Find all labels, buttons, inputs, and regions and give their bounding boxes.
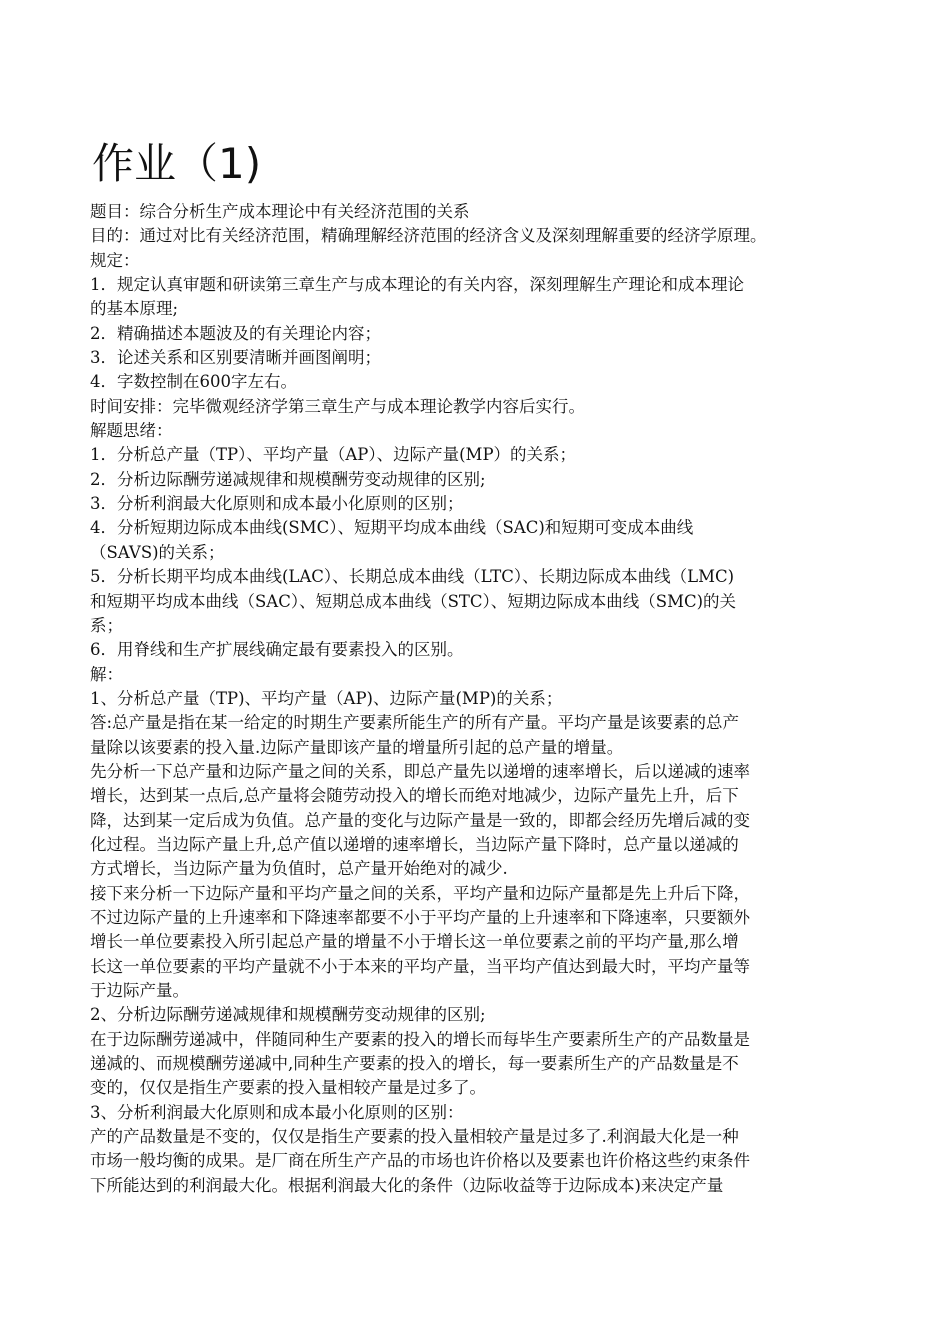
- text-line: 不过边际产量的上升速率和下降速率都要不小于平均产量的上升速率和下降速率，只要额外: [90, 907, 750, 927]
- text-line: 4．分析短期边际成本曲线(SMC）、短期平均成本曲线（SAC)和短期可变成本曲线: [90, 518, 694, 538]
- text-line: 时间安排：完毕微观经济学第三章生产与成本理论教学内容后实行。: [90, 396, 585, 416]
- text-line: 变的，仅仅是指生产要素的投入量相较产量是过多了。: [90, 1078, 486, 1098]
- text-line: 答:总产量是指在某一给定的时期生产要素所能生产的所有产量。平均产量是该要素的总产: [90, 713, 740, 733]
- text-line: 3．分析利润最大化原则和成本最小化原则的区别；: [90, 494, 464, 514]
- text-line: 4．字数控制在600字左右。: [90, 372, 297, 392]
- text-line: 市场一般均衡的成果。是厂商在所生产产品的市场也许价格以及要素也许价格这些约束条件: [90, 1151, 750, 1171]
- text-line: 5．分析长期平均成本曲线(LAC）、长期总成本曲线（LTC）、长期边际成本曲线（LMC): [90, 567, 735, 587]
- text-line: 产的产品数量是不变的，仅仅是指生产要素的投入量相较产量是过多了.利润最大化是一种: [90, 1127, 739, 1147]
- text-line: 解题思绪：: [90, 421, 173, 441]
- text-line: 解：: [90, 664, 123, 684]
- text-line: 下所能达到的利润最大化。根据利润最大化的条件（边际收益等于边际成本)来决定产量: [90, 1175, 724, 1195]
- text-line: 1、分析总产量（TP)、平均产量（AP)、边际产量(MP)的关系；: [90, 688, 563, 708]
- text-line: 方式增长，当边际产量为负值时，总产量开始绝对的减少.: [90, 859, 508, 879]
- text-line: 降，达到某一定后成为负值。总产量的变化与边际产量是一致的，即都会经历先增后减的变: [90, 810, 750, 830]
- text-line: 2．精确描述本题波及的有关理论内容；: [90, 323, 381, 343]
- text-line: （SAVS)的关系；: [90, 542, 225, 562]
- text-line: 1．规定认真审题和研读第三章生产与成本理论的有关内容，深刻理解生产理论和成本理论: [90, 275, 744, 295]
- text-line: 递减的、而规模酬劳递减中,同种生产要素的投入的增长，每一要素所生产的产品数量是不: [90, 1054, 739, 1074]
- text-line: 系；: [90, 615, 123, 635]
- text-line: 在于边际酬劳递减中，伴随同种生产要素的投入的增长而每毕生产要素所生产的产品数量是: [90, 1029, 750, 1049]
- text-line: 量除以该要素的投入量.边际产量即该产量的增量所引起的总产量的增量。: [90, 737, 624, 757]
- text-line: 接下来分析一下边际产量和平均产量之间的关系，平均产量和边际产量都是先上升后下降，: [90, 883, 750, 903]
- text-line: 增长一单位要素投入所引起总产量的增量不小于增长这一单位要素之前的平均产量,那么增: [90, 932, 739, 952]
- text-line: 化过程。当边际产量上升,总产值以递增的速率增长，当边际产量下降时，总产量以递减的: [90, 834, 739, 854]
- text-line: 规定：: [90, 250, 140, 270]
- text-line: 6．用脊线和生产扩展线确定最有要素投入的区别。: [90, 640, 464, 660]
- text-line: 的基本原理;: [90, 299, 179, 319]
- text-line: 增长，达到某一点后,总产量将会随劳动投入的增长而绝对地减少，边际产量先上升，后下: [90, 786, 739, 806]
- document-title: 作业（1): [92, 139, 262, 188]
- text-line: 于边际产量。: [90, 981, 189, 1000]
- text-line: 3、分析利润最大化原则和成本最小化原则的区别：: [90, 1102, 464, 1122]
- text-line: 2、分析边际酬劳递减规律和规模酬劳变动规律的区别;: [90, 1005, 486, 1025]
- text-line: 目的：通过对比有关经济范围，精确理解经济范围的经济含义及深刻理解重要的经济学原理。: [90, 226, 767, 246]
- text-line: 1．分析总产量（TP）、平均产量（AP）、边际产量(MP）的关系；: [90, 445, 577, 465]
- text-line: 和短期平均成本曲线（SAC）、短期总成本曲线（STC）、短期边际成本曲线（SMC)的关: [90, 591, 737, 611]
- text-line: 先分析一下总产量和边际产量之间的关系，即总产量先以递增的速率增长，后以递减的速率: [90, 761, 750, 781]
- text-line: 长这一单位要素的平均产量就不小于本来的平均产量，当平均产值达到最大时，平均产量等: [90, 956, 750, 976]
- text-line: 2．分析边际酬劳递减规律和规模酬劳变动规律的区别;: [90, 469, 486, 489]
- text-line: 3．论述关系和区别要清晰并画图阐明；: [90, 348, 381, 368]
- document-body: [90, 200, 890, 1198]
- text-line: 题目：综合分析生产成本理论中有关经济范围的关系: [90, 202, 470, 221]
